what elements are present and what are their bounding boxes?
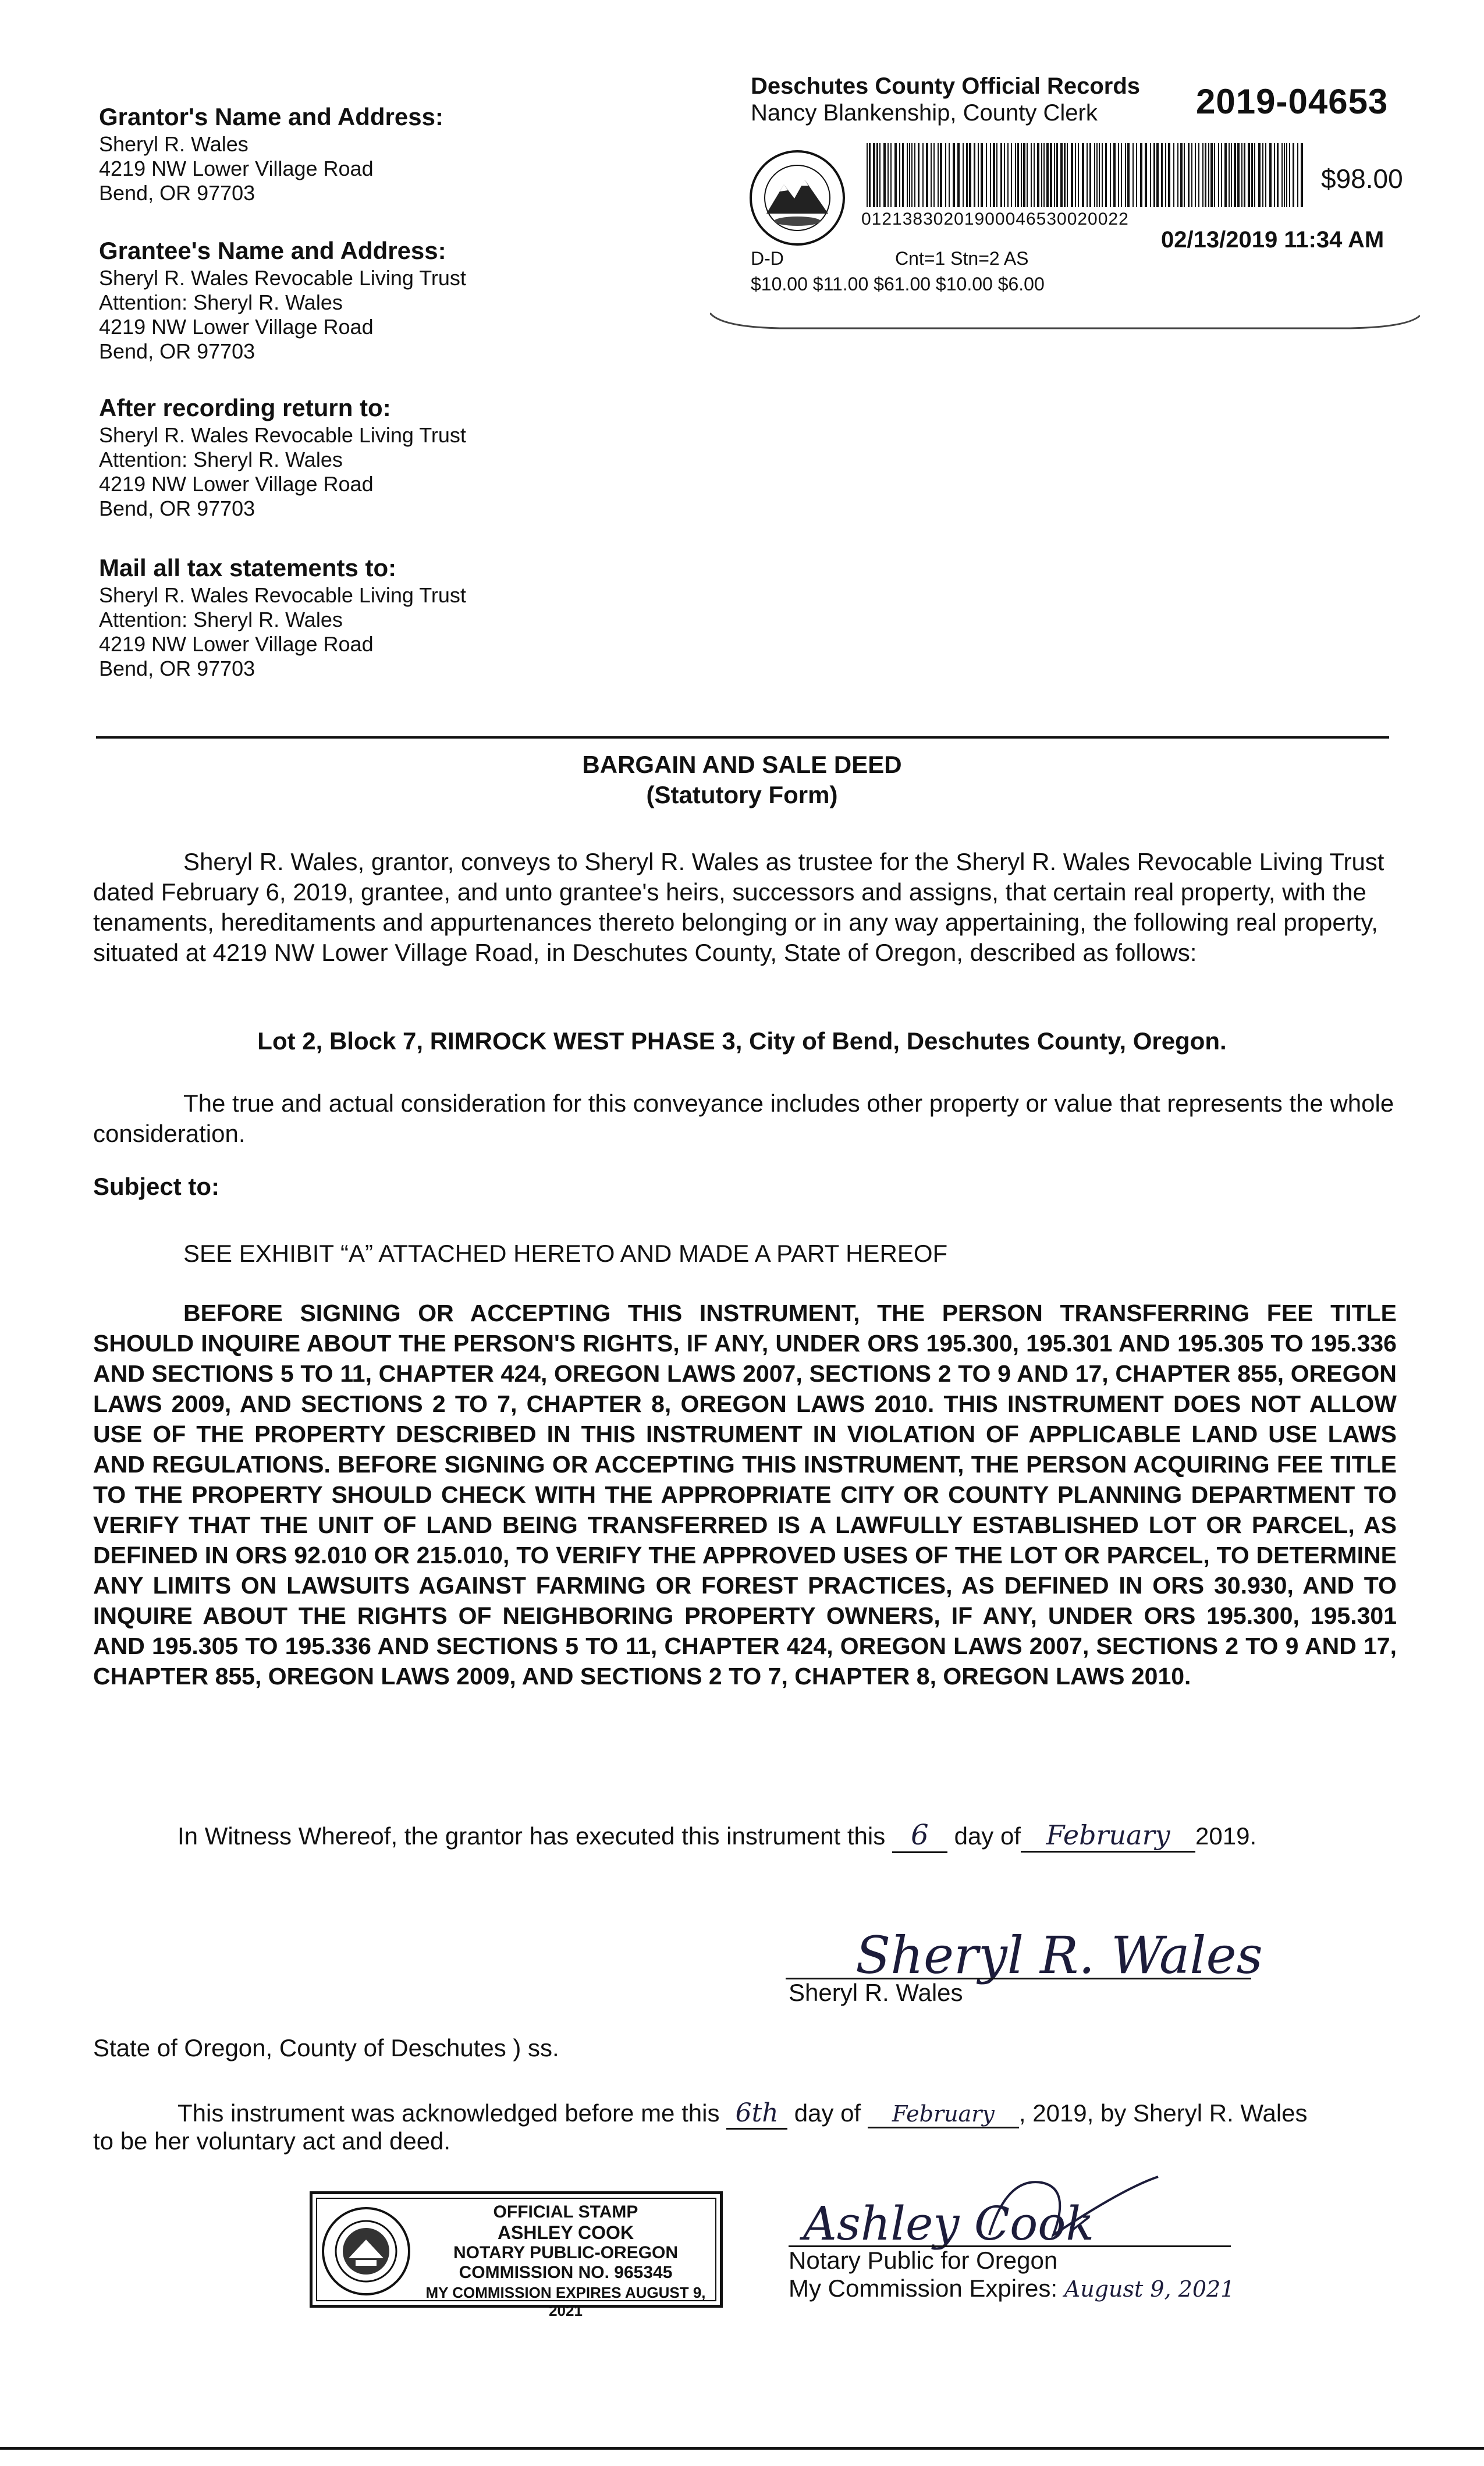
recording-fees-breakdown: $10.00 $11.00 $61.00 $10.00 $6.00 <box>751 274 1045 294</box>
barcode-bar <box>1195 143 1196 207</box>
witness-month-handwritten: February <box>1021 1819 1195 1853</box>
barcode-bar <box>1254 143 1255 207</box>
notary-commission-expires <box>789 2275 1234 2302</box>
barcode-bar <box>1289 143 1290 207</box>
page-bottom-rule <box>0 2447 1484 2450</box>
barcode-bar <box>1046 143 1049 207</box>
barcode-bar <box>899 143 900 207</box>
barcode-bar <box>1180 143 1183 207</box>
recording-barcode <box>864 143 1307 207</box>
notary-expires-label: My Commission Expires: <box>789 2275 1058 2302</box>
barcode-bar <box>1202 143 1203 207</box>
barcode-bar <box>1229 143 1230 207</box>
title-rule <box>96 736 1389 739</box>
barcode-bar <box>1099 143 1100 207</box>
notary-signature-text: Ashley Cook <box>803 2197 1094 2251</box>
barcode-bar <box>1056 143 1058 207</box>
barcode-bar <box>978 143 979 207</box>
barcode-bar <box>1205 143 1206 207</box>
barcode-bar <box>867 143 868 207</box>
barcode-bar <box>931 143 932 207</box>
notary-signature <box>797 2165 1205 2252</box>
barcode-bar <box>1041 143 1042 207</box>
barcode-bar <box>1237 143 1240 207</box>
return-to-line: Attention: Sheryl R. Wales <box>99 448 343 471</box>
ack-suffix: , 2019, by Sheryl R. Wales <box>1018 2099 1308 2127</box>
barcode-bar <box>1140 143 1142 207</box>
deed-subtitle: (Statutory Form) <box>646 781 838 808</box>
barcode-bar <box>1054 143 1055 207</box>
barcode-number: 01213830201900046530020022 <box>861 210 1129 229</box>
barcode-bar <box>1221 143 1222 207</box>
subject-to-heading: Subject to: <box>93 1173 219 1200</box>
barcode-bar <box>1031 143 1032 207</box>
barcode-bar <box>1064 143 1066 207</box>
grantee-line: Sheryl R. Wales Revocable Living Trust <box>99 266 466 290</box>
barcode-bar <box>1153 143 1155 207</box>
stamp-notary-name: ASHLEY COOK <box>497 2222 634 2243</box>
barcode-bar <box>1021 143 1022 207</box>
barcode-bar <box>1284 143 1285 207</box>
barcode-bar <box>1060 143 1063 207</box>
barcode-bar <box>1034 143 1035 207</box>
acknowledgment-line <box>177 2098 1308 2130</box>
barcode-bar <box>1011 143 1012 207</box>
barcode-bar <box>1198 143 1199 207</box>
stamp-commission-number: COMMISSION NO. 965345 <box>459 2263 673 2282</box>
statutory-warning: BEFORE SIGNING OR ACCEPTING THIS INSTRUMENT, THE PERSON TRANSFERRING FEE TITLE SHOULD INQUIRE ABOUT THE PERSON'S RIGHTS, IF ANY, UNDER ORS 195.300, 195.301 AND 195.305 TO 195.336 AND SECTIONS 5 TO 11, CHAPTER 424, OREGON LAWS 2007, SECTIONS 2 TO 9 AND 17, CHAPTER 855, OREGON LAWS 2009, AND SECTIONS 2 TO 7, CHAPTER 8, OREGON LAWS 2010. THIS INSTRUMENT DOES NOT ALLOW USE OF THE PROPERTY DESCRIBED IN THIS INSTRUMENT IN VIOLATION OF APPLICABLE LAND USE LAWS AND REGULATIONS. BEFORE SIGNING OR ACCEPTING THIS INSTRUMENT, THE PERSON ACQUIRING FEE TITLE TO THE PROPERTY SHOULD CHECK WITH THE APPROPRIATE CITY OR COUNTY PLANNING DEPARTMENT TO VERIFY THAT THE UNIT OF LAND BEING TRANSFERRED IS A LAWFULLY ESTABLISHED LOT OR PARCEL, AS DEFINED IN ORS 92.010 OR 215.010, TO VERIFY THE APPROVED USES OF THE LOT OR PARCEL, TO DETERMINE ANY LIMITS ON LAWSUITS AGAINST FARMING OR FOREST PRACTICES, AS DEFINED IN ORS 30.930, AND TO INQUIRE ABOUT THE RIGHTS OF NEIGHBORING PROPERTY OWNERS, IF ANY, UNDER ORS 195.300, 195.301 AND 195.305 TO 195.336 AND SECTIONS 5 TO 11, CHAPTER 424, OREGON LAWS 2007, SECTIONS 2 TO 9 AND 17, CHAPTER 855, OREGON LAWS 2009, AND SECTIONS 2 TO 7, CHAPTER 8, OREGON LAWS 2010. <box>93 1300 1397 1690</box>
tax-statements-line: 4219 NW Lower Village Road <box>99 632 374 656</box>
barcode-bar <box>873 143 875 207</box>
barcode-bar <box>1132 143 1134 207</box>
barcode-bar <box>1145 143 1147 207</box>
return-to-line: 4219 NW Lower Village Road <box>99 472 374 496</box>
barcode-bar <box>1121 143 1122 207</box>
county-clerk: Nancy Blankenship, County Clerk <box>751 100 1098 126</box>
barcode-bar <box>1156 143 1159 207</box>
barcode-bar <box>933 143 935 207</box>
tax-statements-line: Bend, OR 97703 <box>99 657 255 680</box>
barcode-bar <box>1094 143 1095 207</box>
barcode-bar <box>1191 143 1192 207</box>
barcode-bar <box>1286 143 1287 207</box>
barcode-bar <box>986 143 987 207</box>
witness-line <box>177 1819 1256 1853</box>
recorder-office: Deschutes County Official Records <box>751 73 1141 99</box>
grantor-heading: Grantor's Name and Address: <box>99 103 443 130</box>
barcode-bar <box>1293 143 1294 207</box>
barcode-bar <box>1082 143 1084 207</box>
barcode-bar <box>902 143 904 207</box>
grantee-block <box>99 236 623 364</box>
barcode-bar <box>1231 143 1232 207</box>
grantor-printed-name: Sheryl R. Wales <box>789 1979 963 2006</box>
witness-prefix: In Witness Whereof, the grantor has executed this instrument this <box>177 1822 886 1850</box>
barcode-bar <box>1110 143 1111 207</box>
barcode-bar <box>1136 143 1137 207</box>
grantee-line: Bend, OR 97703 <box>99 339 255 363</box>
barcode-bar <box>1241 143 1242 207</box>
barcode-bar <box>1265 143 1266 207</box>
acknowledgment-line-2: to be her voluntary act and deed. <box>93 2127 451 2155</box>
barcode-bar <box>1274 143 1275 207</box>
barcode-bar <box>1161 143 1163 207</box>
stamp-line-3: NOTARY PUBLIC-OREGON <box>453 2243 679 2262</box>
barcode-bar <box>1244 143 1245 207</box>
barcode-bar <box>974 143 975 207</box>
barcode-bar <box>1127 143 1130 207</box>
barcode-bar <box>949 143 950 207</box>
barcode-bar <box>1105 143 1107 207</box>
barcode-bar <box>1027 143 1028 207</box>
barcode-bar <box>922 143 924 207</box>
barcode-bar <box>993 143 995 207</box>
grantor-block <box>99 102 623 205</box>
barcode-bar <box>1023 143 1025 207</box>
barcode-bar <box>940 143 942 207</box>
tax-statements-line: Attention: Sheryl R. Wales <box>99 608 343 631</box>
barcode-bar <box>1089 143 1091 207</box>
notary-official-stamp <box>310 2191 723 2319</box>
barcode-bar <box>981 143 983 207</box>
barcode-bar <box>1037 143 1039 207</box>
stamp-line-1: OFFICIAL STAMP <box>493 2202 638 2222</box>
barcode-bar <box>1118 143 1119 207</box>
barcode-bar <box>883 143 886 207</box>
return-to-block <box>99 393 623 521</box>
barcode-bar <box>1301 143 1303 207</box>
barcode-bar <box>1125 143 1126 207</box>
barcode-bar <box>969 143 971 207</box>
barcode-bar <box>894 143 897 207</box>
ack-month-handwritten: February <box>868 2101 1019 2128</box>
barcode-bar <box>945 143 946 207</box>
grantor-line: Sheryl R. Wales <box>99 132 248 156</box>
barcode-bar <box>1173 143 1174 207</box>
ack-mid: day of <box>794 2099 861 2127</box>
barcode-bar <box>1017 143 1019 207</box>
grantee-heading: Grantee's Name and Address: <box>99 237 446 264</box>
tax-statements-heading: Mail all tax statements to: <box>99 554 397 581</box>
barcode-bar <box>879 143 881 207</box>
exhibit-reference: SEE EXHIBIT “A” ATTACHED HERETO AND MADE A PART HEREOF <box>183 1240 948 1267</box>
witness-day-handwritten: 6 <box>892 1819 947 1853</box>
barcode-bar <box>1184 143 1185 207</box>
barcode-bar <box>1177 143 1178 207</box>
barcode-bar <box>914 143 915 207</box>
ack-day-handwritten: 6th <box>726 2098 787 2130</box>
barcode-bar <box>953 143 955 207</box>
barcode-bar <box>1075 143 1076 207</box>
notary-title: Notary Public for Oregon <box>789 2247 1058 2274</box>
barcode-bar <box>1007 143 1009 207</box>
barcode-bar <box>1277 143 1279 207</box>
witness-year: 2019. <box>1195 1822 1257 1850</box>
return-to-heading: After recording return to: <box>99 394 391 421</box>
document-type-code: D-D <box>751 248 784 269</box>
barcode-bar <box>1004 143 1005 207</box>
barcode-bar <box>1251 143 1253 207</box>
recording-number: 2019-04653 <box>1196 82 1389 121</box>
conveyance-paragraph: Sheryl R. Wales, grantor, conveys to Sheryl R. Wales as trustee for the Sheryl R. Wales Revocable Living Trust dated February 6, 2019, grantee, and unto grantee's heirs, successors and assigns, that certain real property, with the tenaments, hereditaments and appurtenances thereto belonging or in any way appertaining, the following real property, situated at 4219 NW Lower Village Road, in Deschutes County, State of Oregon, described as follows: <box>93 848 1384 966</box>
barcode-bar <box>1248 143 1250 207</box>
barcode-bar <box>1224 143 1227 207</box>
barcode-bar <box>957 143 960 207</box>
barcode-bar <box>909 143 910 207</box>
return-to-line: Sheryl R. Wales Revocable Living Trust <box>99 423 466 447</box>
barcode-bar <box>1015 143 1016 207</box>
barcode-bar <box>966 143 968 207</box>
return-to-line: Bend, OR 97703 <box>99 496 255 520</box>
grantee-line: Attention: Sheryl R. Wales <box>99 290 343 314</box>
barcode-bar <box>963 143 964 207</box>
deed-title: BARGAIN AND SALE DEED <box>582 751 902 778</box>
recording-box-curve <box>710 307 1420 342</box>
barcode-bar <box>1258 143 1261 207</box>
notary-expires-handwritten: August 9, 2021 <box>1064 2276 1235 2302</box>
barcode-bar <box>1262 143 1263 207</box>
barcode-bar <box>1165 143 1166 207</box>
barcode-bar <box>1102 143 1103 207</box>
recording-counts: Cnt=1 Stn=2 AS <box>895 248 1029 269</box>
barcode-bar <box>1168 143 1170 207</box>
ack-prefix: This instrument was acknowledged before me this <box>177 2099 720 2127</box>
recording-fee-total: $98.00 <box>1321 164 1403 194</box>
grantor-line: 4219 NW Lower Village Road <box>99 157 374 180</box>
barcode-bar <box>1210 143 1213 207</box>
grantor-line: Bend, OR 97703 <box>99 181 255 205</box>
consideration-statement: The true and actual consideration for this conveyance includes other property or value that represents the whole consideration. <box>93 1090 1394 1147</box>
notary-venue: State of Oregon, County of Deschutes ) ss. <box>93 2034 559 2061</box>
grantor-signature-text: Sheryl R. Wales <box>855 1925 1263 1985</box>
barcode-bar <box>996 143 997 207</box>
barcode-bar <box>1078 143 1079 207</box>
barcode-bar <box>1208 143 1209 207</box>
legal-description: Lot 2, Block 7, RIMROCK WEST PHASE 3, City of Bend, Deschutes County, Oregon. <box>257 1027 1227 1055</box>
barcode-bar <box>1214 143 1215 207</box>
oregon-state-seal-icon <box>319 2205 413 2298</box>
barcode-bar <box>1297 143 1298 207</box>
barcode-bar <box>907 143 908 207</box>
barcode-bar <box>1067 143 1068 207</box>
county-seal-icon <box>748 148 847 247</box>
tax-statements-block <box>99 553 623 681</box>
barcode-bar <box>1087 143 1088 207</box>
barcode-bar <box>1234 143 1236 207</box>
barcode-bar <box>1043 143 1045 207</box>
barcode-bar <box>1096 143 1098 207</box>
barcode-bar <box>1000 143 1002 207</box>
recording-datetime: 02/13/2019 11:34 AM <box>1161 227 1384 253</box>
barcode-bar <box>1188 143 1190 207</box>
barcode-bar <box>1218 143 1219 207</box>
stamp-expiration: MY COMMISSION EXPIRES AUGUST 9, 2021 <box>425 2284 706 2319</box>
barcode-bar <box>890 143 892 207</box>
barcode-bar <box>1071 143 1073 207</box>
barcode-bar <box>869 143 871 207</box>
barcode-bar <box>1150 143 1151 207</box>
grantee-line: 4219 NW Lower Village Road <box>99 315 374 339</box>
witness-mid: day of <box>954 1822 1021 1850</box>
barcode-bar <box>1281 143 1283 207</box>
barcode-bar <box>911 143 913 207</box>
barcode-bar <box>1269 143 1272 207</box>
barcode-bar <box>1050 143 1052 207</box>
barcode-bar <box>887 143 889 207</box>
barcode-bar <box>1113 143 1116 207</box>
barcode-bar <box>938 143 939 207</box>
barcode-bar <box>876 143 878 207</box>
tax-statements-line: Sheryl R. Wales Revocable Living Trust <box>99 583 466 607</box>
barcode-bar <box>926 143 928 207</box>
barcode-bar <box>918 143 919 207</box>
barcode-bar <box>990 143 991 207</box>
